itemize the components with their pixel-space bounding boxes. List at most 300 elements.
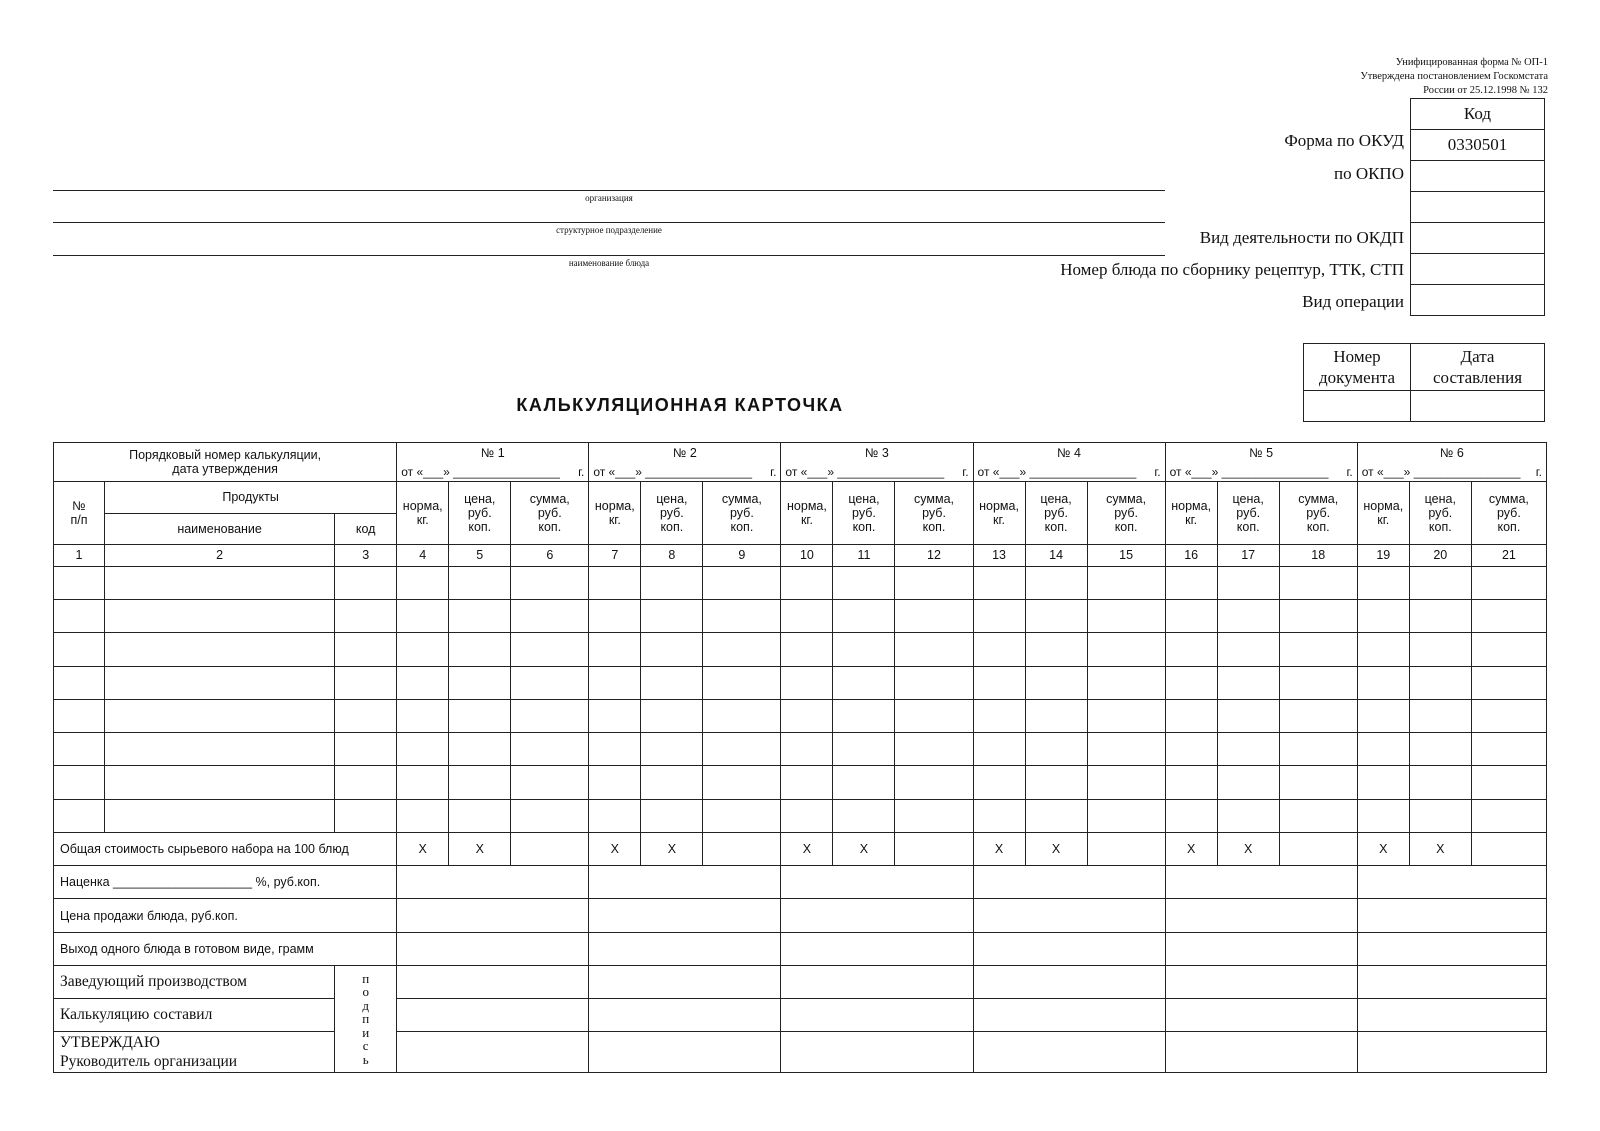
table-cell[interactable] — [781, 766, 833, 799]
table-cell[interactable] — [781, 733, 833, 766]
signature-cell[interactable] — [1165, 965, 1357, 998]
markup-cell[interactable] — [397, 866, 589, 899]
table-cell[interactable] — [1409, 566, 1471, 599]
table-row — [54, 666, 1547, 699]
table-cell[interactable] — [105, 766, 335, 799]
table-cell[interactable] — [1409, 666, 1471, 699]
x-mark: X — [641, 832, 703, 865]
table-cell[interactable] — [105, 633, 335, 666]
table-cell[interactable] — [449, 699, 511, 732]
table-cell[interactable] — [589, 733, 641, 766]
table-cell[interactable] — [335, 799, 397, 832]
table-cell[interactable] — [589, 600, 641, 633]
table-cell[interactable] — [641, 633, 703, 666]
calc-date[interactable]: от «___» ________________ г. — [781, 463, 973, 482]
price-header: цена, руб. коп. — [1025, 482, 1087, 544]
table-cell[interactable] — [703, 766, 781, 799]
okdp-value[interactable] — [1411, 223, 1545, 254]
table-cell[interactable] — [895, 566, 973, 599]
table-cell[interactable] — [335, 566, 397, 599]
table-cell[interactable] — [1409, 633, 1471, 666]
table-cell[interactable] — [1357, 699, 1409, 732]
table-cell[interactable] — [1471, 566, 1546, 599]
table-cell[interactable] — [895, 766, 973, 799]
table-cell[interactable] — [1279, 633, 1357, 666]
table-cell[interactable] — [589, 666, 641, 699]
norm-header: норма, кг. — [1165, 482, 1217, 544]
x-mark: X — [397, 832, 449, 865]
signature-cell[interactable] — [397, 965, 589, 998]
table-cell[interactable] — [397, 633, 449, 666]
norm-header: норма, кг. — [973, 482, 1025, 544]
table-cell[interactable] — [511, 600, 589, 633]
table-cell[interactable] — [641, 766, 703, 799]
table-cell[interactable] — [397, 566, 449, 599]
column-number: 4 — [397, 544, 449, 566]
table-cell[interactable] — [449, 600, 511, 633]
table-cell[interactable] — [335, 733, 397, 766]
signature-row — [54, 999, 1547, 1032]
yield-label: Выход одного блюда в готовом виде, грамм — [54, 932, 397, 965]
table-cell[interactable] — [833, 766, 895, 799]
x-mark: X — [833, 832, 895, 865]
signature-cell[interactable] — [973, 1032, 1165, 1073]
table-cell[interactable] — [1087, 699, 1165, 732]
column-number: 5 — [449, 544, 511, 566]
table-cell[interactable] — [1087, 799, 1165, 832]
x-mark: X — [449, 832, 511, 865]
products-header: Продукты — [105, 482, 397, 513]
org-head-text: Руководитель организации — [60, 1053, 238, 1071]
signature-cell[interactable] — [1357, 1032, 1546, 1073]
table-cell[interactable] — [589, 799, 641, 832]
column-numbers-row — [54, 544, 1547, 566]
column-number: 2 — [105, 544, 335, 566]
table-cell[interactable] — [1087, 733, 1165, 766]
table-cell[interactable] — [1217, 633, 1279, 666]
total-sum-cell[interactable] — [895, 832, 973, 865]
total-sum-cell[interactable] — [1279, 832, 1357, 865]
calc-number: № 6 — [1357, 443, 1546, 463]
price-header: цена, руб. коп. — [449, 482, 511, 544]
calc-date[interactable]: от «___» ________________ г. — [397, 463, 589, 482]
table-cell[interactable] — [589, 766, 641, 799]
table-cell[interactable] — [641, 666, 703, 699]
table-cell[interactable] — [1409, 733, 1471, 766]
sum-header: сумма, руб. коп. — [1471, 482, 1546, 544]
table-cell[interactable] — [973, 666, 1025, 699]
head-production-label: Заведующий производством — [54, 965, 335, 998]
yield-cell[interactable] — [1165, 932, 1357, 965]
column-number: 16 — [1165, 544, 1217, 566]
table-cell[interactable] — [54, 766, 105, 799]
signature-cell[interactable] — [1357, 999, 1546, 1032]
table-cell[interactable] — [973, 766, 1025, 799]
table-cell[interactable] — [703, 566, 781, 599]
table-cell[interactable] — [973, 799, 1025, 832]
signature-cell[interactable] — [589, 965, 781, 998]
table-cell[interactable] — [973, 699, 1025, 732]
table-cell[interactable] — [641, 566, 703, 599]
table-cell[interactable] — [335, 633, 397, 666]
yield-cell[interactable] — [1357, 932, 1546, 965]
table-cell[interactable] — [511, 633, 589, 666]
table-cell[interactable] — [703, 666, 781, 699]
table-row — [54, 633, 1547, 666]
table-cell[interactable] — [1165, 666, 1217, 699]
sum-header: сумма, руб. коп. — [1279, 482, 1357, 544]
form-title: КАЛЬКУЛЯЦИОННАЯ КАРТОЧКА — [516, 395, 844, 415]
table-cell[interactable] — [1025, 699, 1087, 732]
table-cell[interactable] — [105, 566, 335, 599]
table-cell[interactable] — [397, 666, 449, 699]
calc-number: № 4 — [973, 443, 1165, 463]
table-cell[interactable] — [973, 566, 1025, 599]
table-cell[interactable] — [449, 766, 511, 799]
table-cell[interactable] — [1217, 699, 1279, 732]
sale-price-row — [54, 899, 1547, 932]
table-cell[interactable] — [511, 766, 589, 799]
operation-value[interactable] — [1411, 285, 1545, 316]
table-cell[interactable] — [1471, 633, 1546, 666]
markup-cell[interactable] — [1357, 866, 1546, 899]
table-cell[interactable] — [703, 799, 781, 832]
table-cell[interactable] — [895, 699, 973, 732]
table-cell[interactable] — [1087, 766, 1165, 799]
markup-cell[interactable] — [781, 866, 973, 899]
table-cell[interactable] — [335, 666, 397, 699]
table-cell[interactable] — [54, 666, 105, 699]
table-cell[interactable] — [1165, 766, 1217, 799]
table-cell[interactable] — [105, 733, 335, 766]
table-row — [54, 733, 1547, 766]
x-mark: X — [781, 832, 833, 865]
organization-line[interactable] — [53, 190, 1165, 191]
signature-cell[interactable] — [1165, 1032, 1357, 1073]
table-cell[interactable] — [1165, 799, 1217, 832]
table-cell[interactable] — [895, 633, 973, 666]
table-cell[interactable] — [1217, 733, 1279, 766]
total-row — [54, 832, 1547, 865]
table-cell[interactable] — [335, 766, 397, 799]
table-cell[interactable] — [895, 600, 973, 633]
calc-date[interactable]: от «___» ________________ г. — [1165, 463, 1357, 482]
table-cell[interactable] — [1025, 766, 1087, 799]
table-cell[interactable] — [781, 699, 833, 732]
unified-form-note — [1230, 56, 1548, 98]
table-cell[interactable] — [781, 666, 833, 699]
calc-date[interactable]: от «___» ________________ г. — [589, 463, 781, 482]
table-row — [54, 799, 1547, 832]
table-cell[interactable] — [833, 733, 895, 766]
table-cell[interactable] — [833, 600, 895, 633]
column-number: 12 — [895, 544, 973, 566]
table-cell[interactable] — [1025, 799, 1087, 832]
signature-cell[interactable] — [589, 1032, 781, 1073]
column-number: 18 — [1279, 544, 1357, 566]
table-cell[interactable] — [54, 600, 105, 633]
table-cell[interactable] — [1087, 566, 1165, 599]
x-mark: X — [973, 832, 1025, 865]
table-cell[interactable] — [54, 566, 105, 599]
table-cell[interactable] — [1357, 666, 1409, 699]
table-cell[interactable] — [833, 633, 895, 666]
signature-cell[interactable] — [973, 999, 1165, 1032]
column-number: 11 — [833, 544, 895, 566]
column-number: 14 — [1025, 544, 1087, 566]
table-cell[interactable] — [641, 699, 703, 732]
okpo-value[interactable] — [1411, 161, 1545, 192]
table-cell[interactable] — [973, 633, 1025, 666]
table-cell[interactable] — [1025, 566, 1087, 599]
table-cell[interactable] — [781, 799, 833, 832]
signature-cell[interactable] — [589, 999, 781, 1032]
table-cell[interactable] — [1471, 733, 1546, 766]
price-header: цена, руб. коп. — [641, 482, 703, 544]
price-header: цена, руб. коп. — [1217, 482, 1279, 544]
table-cell[interactable] — [1025, 733, 1087, 766]
table-cell[interactable] — [105, 799, 335, 832]
table-cell[interactable] — [895, 733, 973, 766]
table-cell[interactable] — [589, 699, 641, 732]
table-cell[interactable] — [1165, 566, 1217, 599]
table-cell[interactable] — [1357, 633, 1409, 666]
sale-price-cell[interactable] — [397, 899, 589, 932]
table-cell[interactable] — [1409, 600, 1471, 633]
unified-line-1: Унифицированная форма № ОП-1 — [1395, 57, 1548, 68]
table-cell[interactable] — [703, 600, 781, 633]
table-row — [54, 766, 1547, 799]
table-cell[interactable] — [1025, 666, 1087, 699]
table-cell[interactable] — [1025, 633, 1087, 666]
sale-price-cell[interactable] — [781, 899, 973, 932]
table-cell[interactable] — [511, 699, 589, 732]
table-cell[interactable] — [1165, 733, 1217, 766]
table-cell[interactable] — [1471, 766, 1546, 799]
norm-header: норма, кг. — [1357, 482, 1409, 544]
table-cell[interactable] — [895, 799, 973, 832]
table-cell[interactable] — [703, 699, 781, 732]
table-cell[interactable] — [781, 566, 833, 599]
markup-cell[interactable] — [589, 866, 781, 899]
yield-cell[interactable] — [397, 932, 589, 965]
table-cell[interactable] — [833, 799, 895, 832]
table-cell[interactable] — [1279, 600, 1357, 633]
table-cell[interactable] — [1217, 766, 1279, 799]
table-cell[interactable] — [449, 799, 511, 832]
yield-cell[interactable] — [589, 932, 781, 965]
table-cell[interactable] — [397, 799, 449, 832]
table-cell[interactable] — [397, 600, 449, 633]
table-cell[interactable] — [1357, 566, 1409, 599]
signature-cell[interactable] — [397, 1032, 589, 1073]
doc-number-header: Номер документа — [1304, 344, 1411, 391]
table-cell[interactable] — [973, 733, 1025, 766]
markup-row — [54, 866, 1547, 899]
table-cell[interactable] — [641, 733, 703, 766]
markup-cell[interactable] — [1165, 866, 1357, 899]
dish-number-value[interactable] — [1411, 254, 1545, 285]
table-cell[interactable] — [833, 699, 895, 732]
norm-header: норма, кг. — [589, 482, 641, 544]
table-cell[interactable] — [511, 566, 589, 599]
table-cell[interactable] — [781, 600, 833, 633]
table-cell[interactable] — [1279, 766, 1357, 799]
column-number: 13 — [973, 544, 1025, 566]
table-cell[interactable] — [105, 666, 335, 699]
column-number: 15 — [1087, 544, 1165, 566]
signature-cell[interactable] — [781, 965, 973, 998]
table-cell[interactable] — [1471, 600, 1546, 633]
table-cell[interactable] — [105, 699, 335, 732]
signature-cell[interactable] — [781, 1032, 973, 1073]
sale-price-cell[interactable] — [1165, 899, 1357, 932]
table-cell[interactable] — [511, 799, 589, 832]
total-sum-cell[interactable] — [703, 832, 781, 865]
signature-row — [54, 965, 1547, 998]
table-cell[interactable] — [1279, 699, 1357, 732]
yield-row — [54, 932, 1547, 965]
table-cell[interactable] — [641, 799, 703, 832]
table-cell[interactable] — [1165, 633, 1217, 666]
table-cell[interactable] — [1087, 633, 1165, 666]
table-cell[interactable] — [1025, 600, 1087, 633]
x-mark: X — [1357, 832, 1409, 865]
yield-cell[interactable] — [973, 932, 1165, 965]
table-cell[interactable] — [1165, 699, 1217, 732]
total-sum-cell[interactable] — [1471, 832, 1546, 865]
table-cell[interactable] — [1217, 600, 1279, 633]
signature-cell[interactable] — [973, 965, 1165, 998]
sale-price-cell[interactable] — [973, 899, 1165, 932]
table-row — [54, 699, 1547, 732]
table-cell[interactable] — [449, 733, 511, 766]
okud-label: Форма по ОКУД — [1284, 131, 1404, 150]
column-number: 8 — [641, 544, 703, 566]
table-cell[interactable] — [1357, 766, 1409, 799]
total-sum-cell[interactable] — [1087, 832, 1165, 865]
table-cell[interactable] — [1165, 600, 1217, 633]
column-number: 6 — [511, 544, 589, 566]
table-cell[interactable] — [397, 733, 449, 766]
table-cell[interactable] — [1409, 699, 1471, 732]
dish-name-line[interactable] — [53, 255, 1165, 256]
column-number: 17 — [1217, 544, 1279, 566]
x-mark: X — [1217, 832, 1279, 865]
table-cell[interactable] — [833, 566, 895, 599]
sale-price-cell[interactable] — [1357, 899, 1546, 932]
table-cell[interactable] — [1279, 733, 1357, 766]
table-cell[interactable] — [589, 566, 641, 599]
price-header: цена, руб. коп. — [833, 482, 895, 544]
table-cell[interactable] — [1087, 600, 1165, 633]
table-cell[interactable] — [1357, 600, 1409, 633]
signature-cell[interactable] — [397, 999, 589, 1032]
table-cell[interactable] — [397, 699, 449, 732]
table-cell[interactable] — [54, 633, 105, 666]
table-cell[interactable] — [1471, 699, 1546, 732]
sum-header: сумма, руб. коп. — [511, 482, 589, 544]
calc-date[interactable]: от «___» ________________ г. — [973, 463, 1165, 482]
x-mark: X — [1025, 832, 1087, 865]
table-cell[interactable] — [703, 733, 781, 766]
table-cell[interactable] — [1471, 666, 1546, 699]
signature-cell[interactable] — [1165, 999, 1357, 1032]
doc-date-field[interactable] — [1411, 391, 1545, 422]
calc-number: № 3 — [781, 443, 973, 463]
table-cell[interactable] — [449, 666, 511, 699]
table-cell[interactable] — [1217, 799, 1279, 832]
sum-header: сумма, руб. коп. — [703, 482, 781, 544]
table-row — [54, 600, 1547, 633]
table-cell[interactable] — [1409, 799, 1471, 832]
table-cell[interactable] — [1357, 733, 1409, 766]
table-cell[interactable] — [1279, 666, 1357, 699]
markup-cell[interactable] — [973, 866, 1165, 899]
table-cell[interactable] — [335, 600, 397, 633]
organization-caption: организация — [585, 193, 633, 203]
sale-price-cell[interactable] — [589, 899, 781, 932]
table-cell[interactable] — [833, 666, 895, 699]
table-cell[interactable] — [397, 766, 449, 799]
table-cell[interactable] — [1279, 566, 1357, 599]
table-cell[interactable] — [105, 600, 335, 633]
table-cell[interactable] — [895, 666, 973, 699]
signature-column[interactable]: п о д п и с ь — [335, 965, 397, 1072]
calc-date[interactable]: от «___» ________________ г. — [1357, 463, 1546, 482]
table-cell[interactable] — [449, 566, 511, 599]
code-box — [1410, 98, 1545, 316]
table-cell[interactable] — [54, 733, 105, 766]
okud-value[interactable]: 0330501 — [1411, 130, 1545, 161]
table-cell[interactable] — [703, 633, 781, 666]
table-cell[interactable] — [1471, 799, 1546, 832]
price-header: цена, руб. коп. — [1409, 482, 1471, 544]
dish-name-caption: наименование блюда — [568, 258, 650, 268]
table-cell[interactable] — [1087, 666, 1165, 699]
table-cell[interactable] — [511, 733, 589, 766]
rownum-header: № п/п — [54, 482, 105, 544]
doc-number-field[interactable] — [1304, 391, 1411, 422]
table-cell[interactable] — [54, 799, 105, 832]
table-cell[interactable] — [1217, 666, 1279, 699]
signature-cell[interactable] — [1357, 965, 1546, 998]
okpo-label: по ОКПО — [1333, 164, 1404, 183]
signature-cell[interactable] — [781, 999, 973, 1032]
code-blank[interactable] — [1411, 192, 1545, 223]
table-cell[interactable] — [511, 666, 589, 699]
table-cell[interactable] — [1409, 766, 1471, 799]
table-cell[interactable] — [1217, 566, 1279, 599]
table-cell[interactable] — [781, 633, 833, 666]
table-cell[interactable] — [335, 699, 397, 732]
table-cell[interactable] — [641, 600, 703, 633]
yield-cell[interactable] — [781, 932, 973, 965]
table-cell[interactable] — [589, 633, 641, 666]
table-cell[interactable] — [1279, 799, 1357, 832]
total-sum-cell[interactable] — [511, 832, 589, 865]
table-row — [54, 566, 1547, 599]
approval-label — [54, 1032, 335, 1073]
table-cell[interactable] — [1357, 799, 1409, 832]
calc-number: № 1 — [397, 443, 589, 463]
table-cell[interactable] — [449, 633, 511, 666]
sale-price-label: Цена продажи блюда, руб.коп. — [54, 899, 397, 932]
subdivision-line[interactable] — [53, 222, 1165, 223]
column-number: 20 — [1409, 544, 1471, 566]
table-cell[interactable] — [973, 600, 1025, 633]
table-cell[interactable] — [54, 699, 105, 732]
